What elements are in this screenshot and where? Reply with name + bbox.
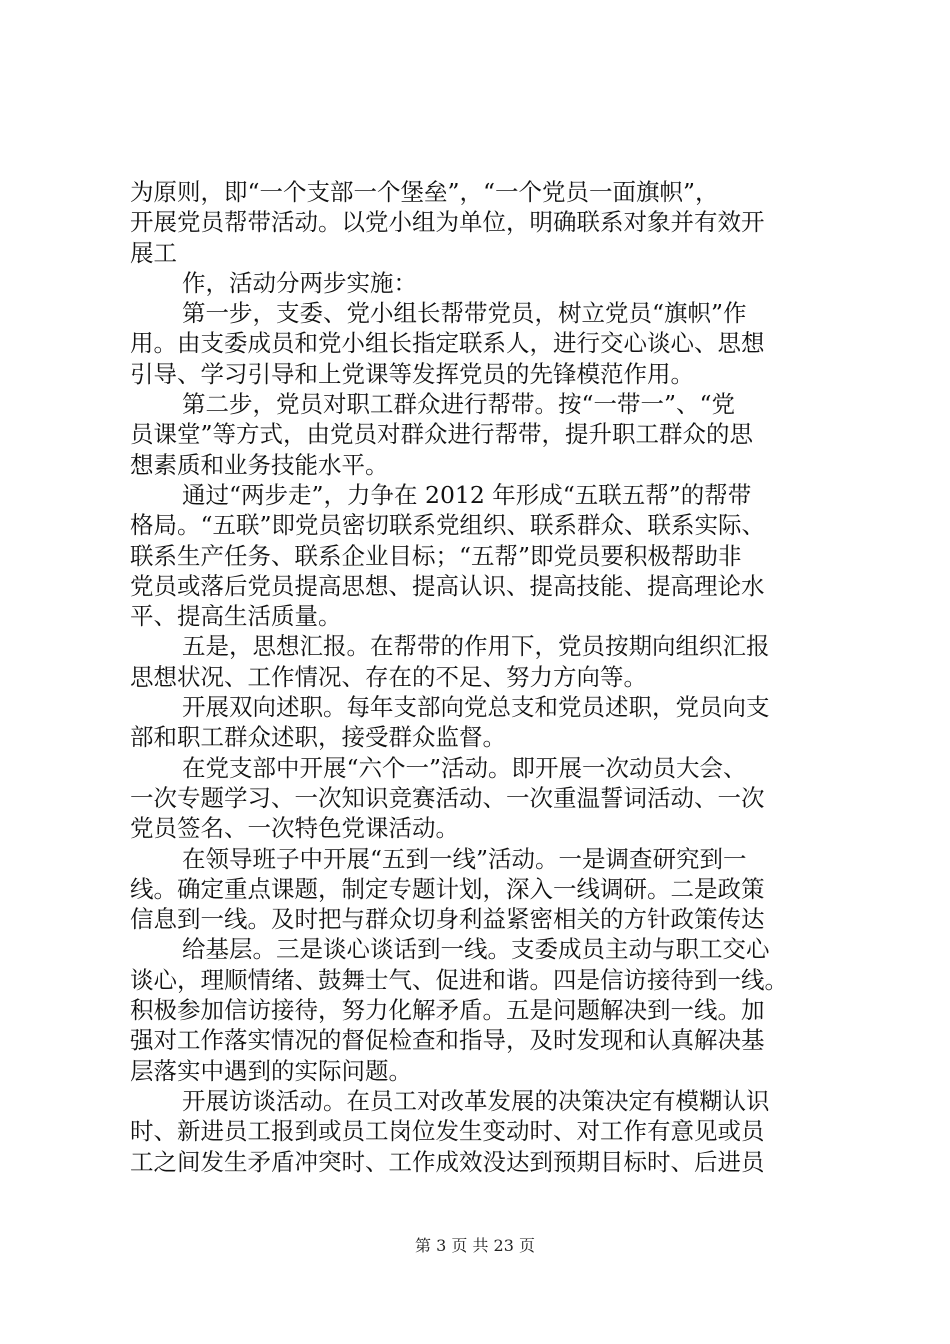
text-line: 工之间发生矛盾冲突时、工作成效没达到预期目标时、后进员 bbox=[130, 1147, 765, 1176]
text-line: 信息到一线。及时把与群众切身利益紧密相关的方针政策传达 bbox=[130, 905, 765, 934]
page-number-footer: 第 3 页 共 23 页 bbox=[415, 1236, 535, 1255]
text-line: 联系生产任务、联系企业目标；“五帮”即党员要积极帮助非 bbox=[130, 541, 742, 570]
text-line: 作，活动分两步实施： bbox=[182, 268, 417, 297]
text-line: 积极参加信访接待，努力化解矛盾。五是问题解决到一线。加 bbox=[130, 996, 765, 1025]
text-line: 第一步，支委、党小组长帮带党员，树立党员“旗帜”作 bbox=[182, 299, 747, 328]
text-line: 员课堂”等方式，由党员对群众进行帮带，提升职工群众的思 bbox=[130, 420, 754, 449]
text-line: 平、提高生活质量。 bbox=[130, 602, 342, 631]
text-line: 谈心，理顺情绪、鼓舞士气、促进和谐。四是信访接待到一线。 bbox=[130, 965, 788, 994]
text-line: 一次专题学习、一次知识竞赛活动、一次重温誓词活动、一次 bbox=[130, 783, 765, 812]
text-line: 为原则，即“一个支部一个堡垒”，“一个党员一面旗帜”， bbox=[130, 178, 719, 206]
text-line: 在领导班子中开展“五到一线”活动。一是调查研究到一 bbox=[182, 844, 747, 873]
text-line: 线。确定重点课题，制定专题计划，深入一线调研。二是政策 bbox=[130, 874, 765, 903]
text-line: 部和职工群众述职，接受群众监督。 bbox=[130, 723, 506, 752]
text-line: 给基层。三是谈心谈话到一线。支委成员主动与职工交心 bbox=[182, 935, 770, 964]
text-line: 引导、学习引导和上党课等发挥党员的先锋模范作用。 bbox=[130, 359, 694, 388]
text-line: 通过“两步走”，力争在 2012 年形成“五联五帮”的帮带 bbox=[182, 480, 752, 509]
text-line: 在党支部中开展“六个一”活动。即开展一次动员大会、 bbox=[182, 753, 747, 782]
text-line: 思想状况、工作情况、存在的不足、努力方向等。 bbox=[130, 662, 647, 691]
text-line: 用。由支委成员和党小组长指定联系人，进行交心谈心、思想 bbox=[130, 329, 765, 358]
text-line: 想素质和业务技能水平。 bbox=[130, 450, 389, 479]
text-line: 第二步，党员对职工群众进行帮带。按“一带一”、“党 bbox=[182, 390, 736, 419]
text-line: 层落实中遇到的实际问题。 bbox=[130, 1056, 412, 1085]
text-line: 开展党员帮带活动。以党小组为单位，明确联系对象并有效开 bbox=[130, 208, 765, 237]
text-line: 党员或落后党员提高思想、提高认识、提高技能、提高理论水 bbox=[130, 571, 765, 600]
text-line: 格局。“五联”即党员密切联系党组织、联系群众、联系实际、 bbox=[130, 511, 766, 540]
text-line: 党员签名、一次特色党课活动。 bbox=[130, 814, 459, 843]
document-body bbox=[130, 177, 835, 1177]
text-line: 五是，思想汇报。在帮带的作用下，党员按期向组织汇报 bbox=[182, 632, 770, 661]
text-line: 开展双向述职。每年支部向党总支和党员述职，党员向支 bbox=[182, 693, 770, 722]
text-line: 展工 bbox=[130, 238, 177, 267]
text-line: 开展访谈活动。在员工对改革发展的决策决定有模糊认识 bbox=[182, 1086, 770, 1115]
text-line: 时、新进员工报到或员工岗位发生变动时、对工作有意见或员 bbox=[130, 1117, 765, 1146]
text-line: 强对工作落实情况的督促检查和指导，及时发现和认真解决基 bbox=[130, 1026, 765, 1055]
